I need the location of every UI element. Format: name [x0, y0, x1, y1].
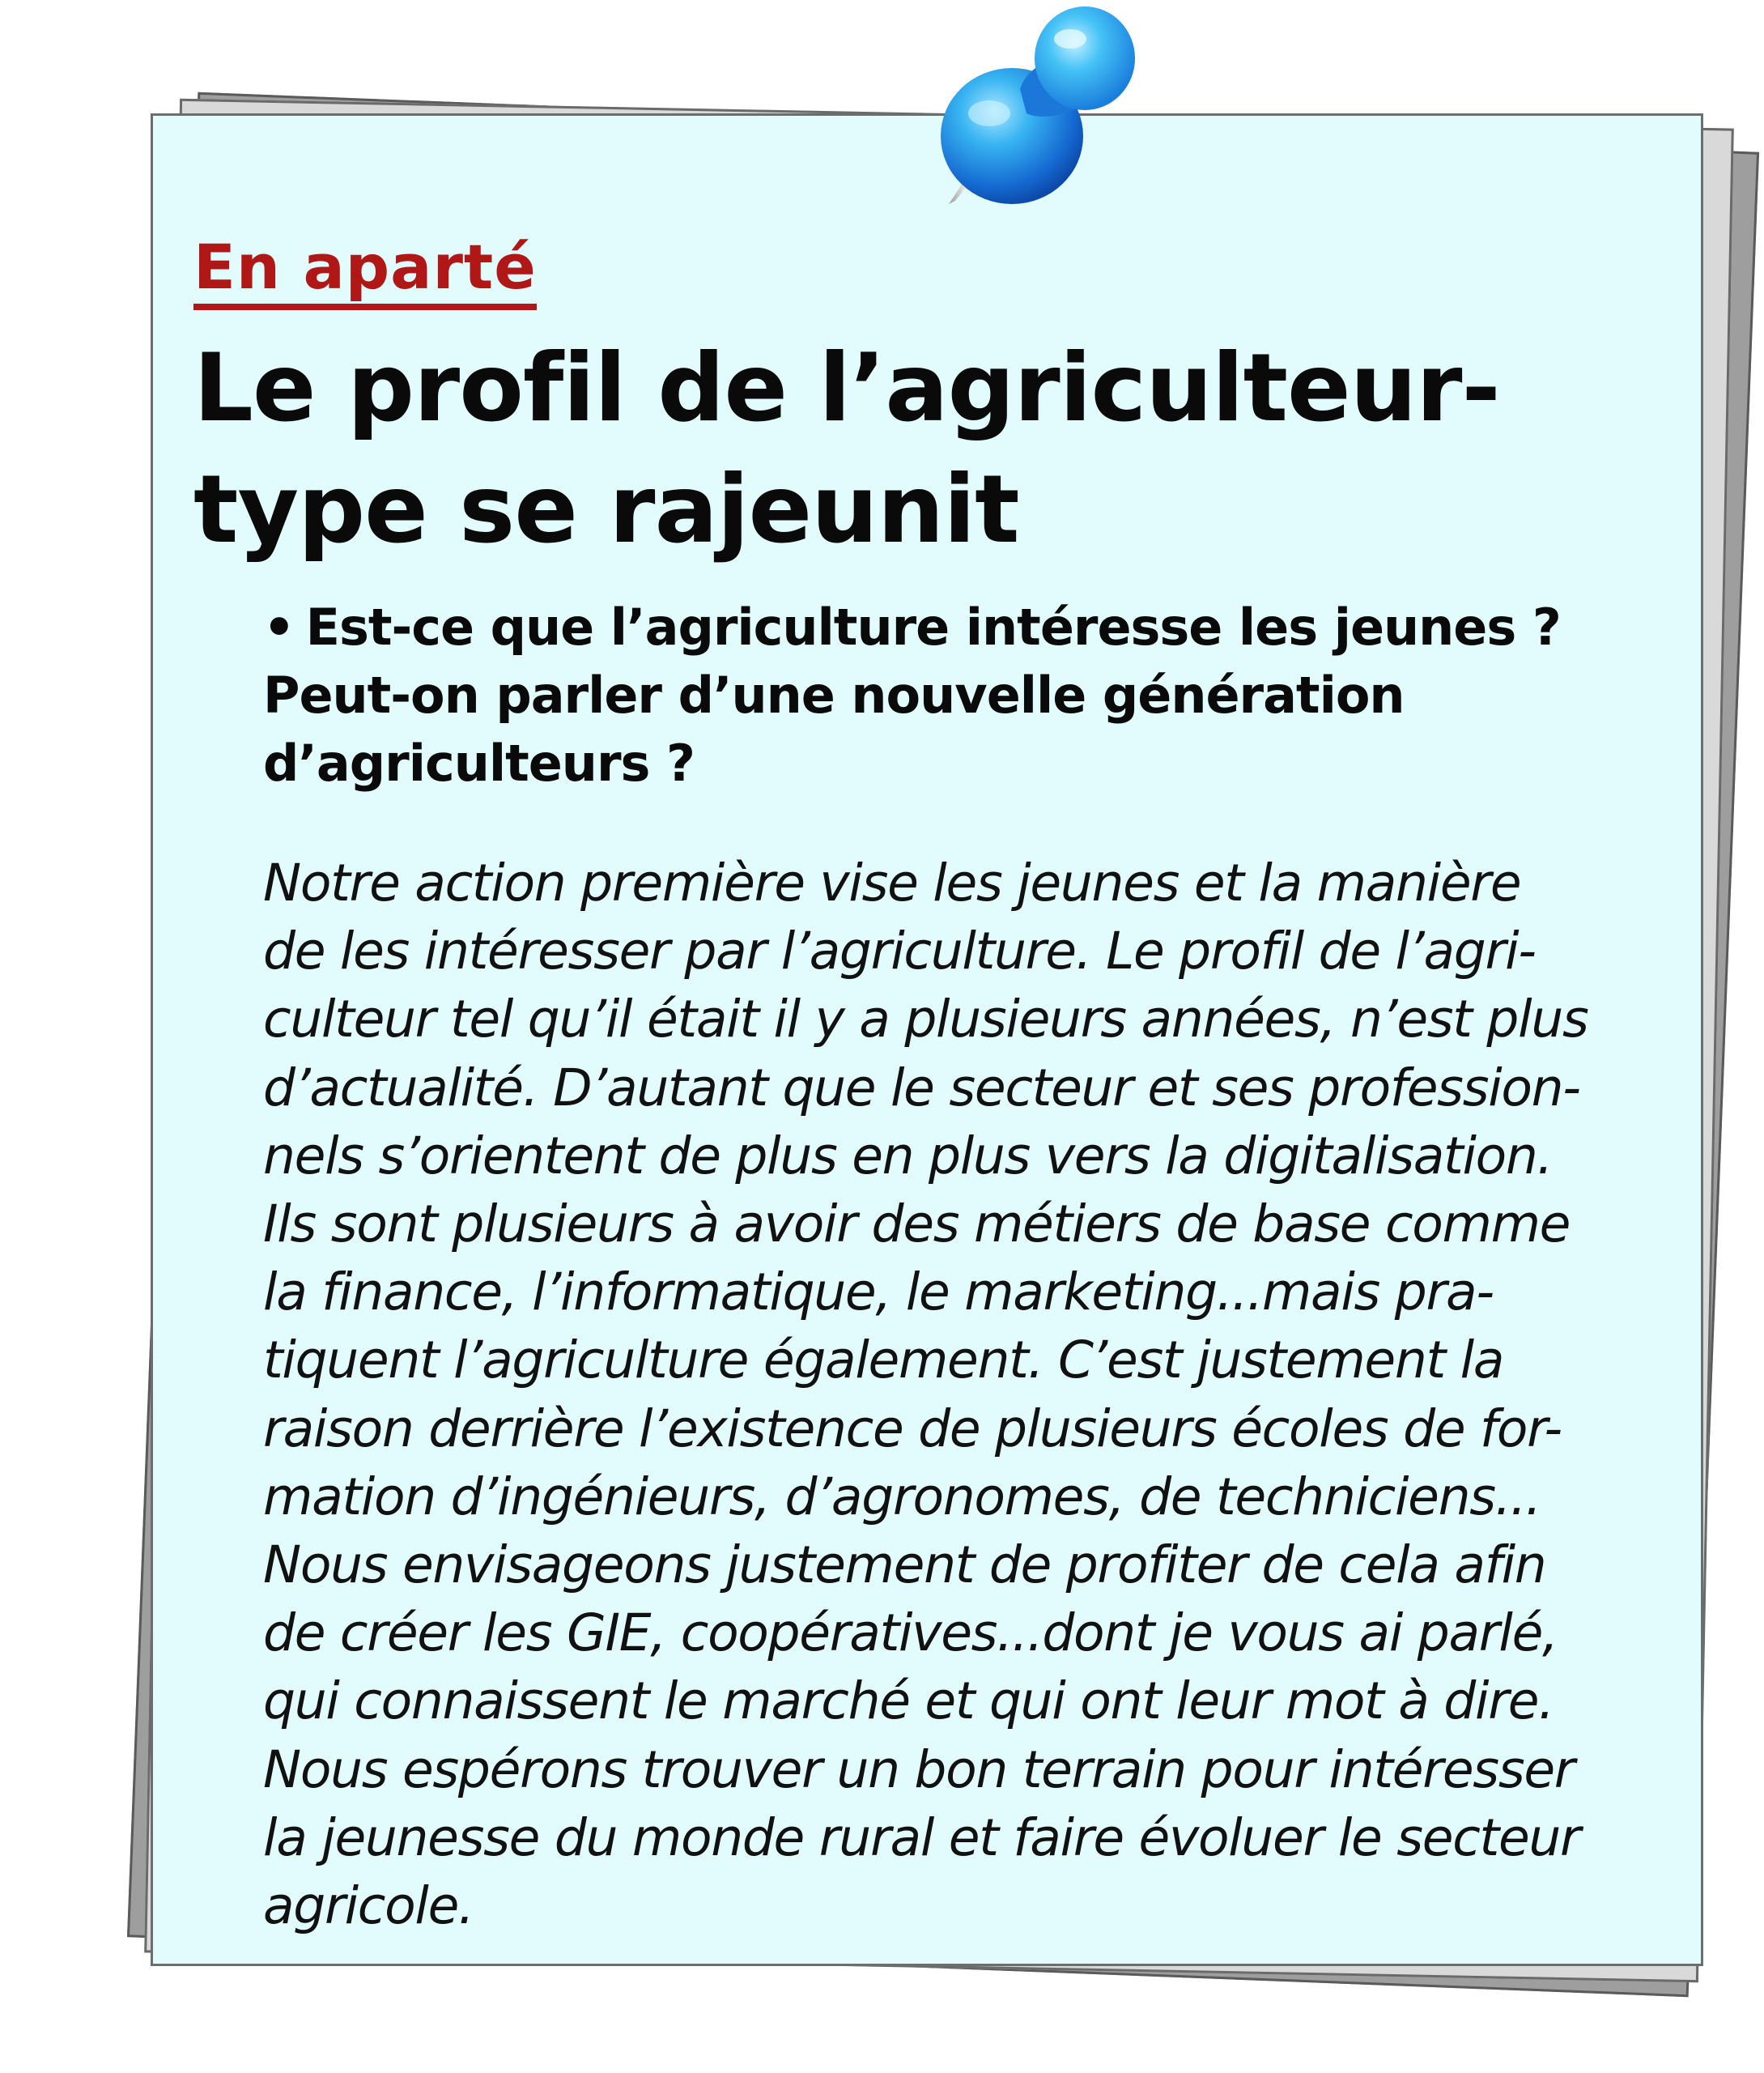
answer-line: tiquent l’agriculture également. C’est justement la	[263, 1330, 1504, 1390]
answer-line: d’actualité. D’autant que le secteur et ses profession-	[263, 1058, 1580, 1117]
note-card	[151, 113, 1703, 1966]
bullet-icon: •	[263, 598, 295, 657]
push-pin-icon	[931, 0, 1141, 211]
answer-line: mation d’ingénieurs, d’agronomes, de techniciens...	[263, 1466, 1541, 1526]
answer-line: nels s’orientent de plus en plus vers la digitalisation.	[263, 1126, 1553, 1185]
answer-line: Nous espérons trouver un bon terrain pour intéresser	[263, 1739, 1575, 1799]
answer-line: de les intéresser par l’agriculture. Le profil de l’agri-	[263, 922, 1536, 981]
answer-line: qui connaissent le marché et qui ont leur mot à dire.	[263, 1671, 1554, 1731]
answer-line: culteur tel qu’il était il y a plusieurs années, n’est plus	[263, 990, 1588, 1049]
answer-line: de créer les GIE, coopératives...dont je vous ai parlé,	[263, 1603, 1558, 1663]
kicker-label: En aparté	[193, 231, 537, 310]
question-text: Est-ce que l’agriculture intéresse les jeunes ? Peut-on parler d’une nouvelle génération d’agriculteurs ?	[263, 598, 1561, 793]
answer-line: agricole.	[263, 1876, 474, 1936]
interview-question	[263, 594, 1639, 798]
answer-line: Ils sont plusieurs à avoir des métiers de base comme	[263, 1194, 1571, 1254]
interview-answer	[263, 849, 1639, 1940]
answer-line: raison derrière l’existence de plusieurs écoles de for-	[263, 1398, 1562, 1458]
article-title: Le profil de l’agriculteur-type se rajeunit	[193, 334, 1500, 564]
answer-line: Notre action première vise les jeunes et la manière	[263, 853, 1521, 913]
answer-line: la finance, l’informatique, le marketing...mais pra-	[263, 1262, 1494, 1322]
answer-line: la jeunesse du monde rural et faire évoluer le secteur	[263, 1807, 1580, 1867]
answer-line: Nous envisageons justement de profiter de cela afin	[263, 1535, 1546, 1595]
